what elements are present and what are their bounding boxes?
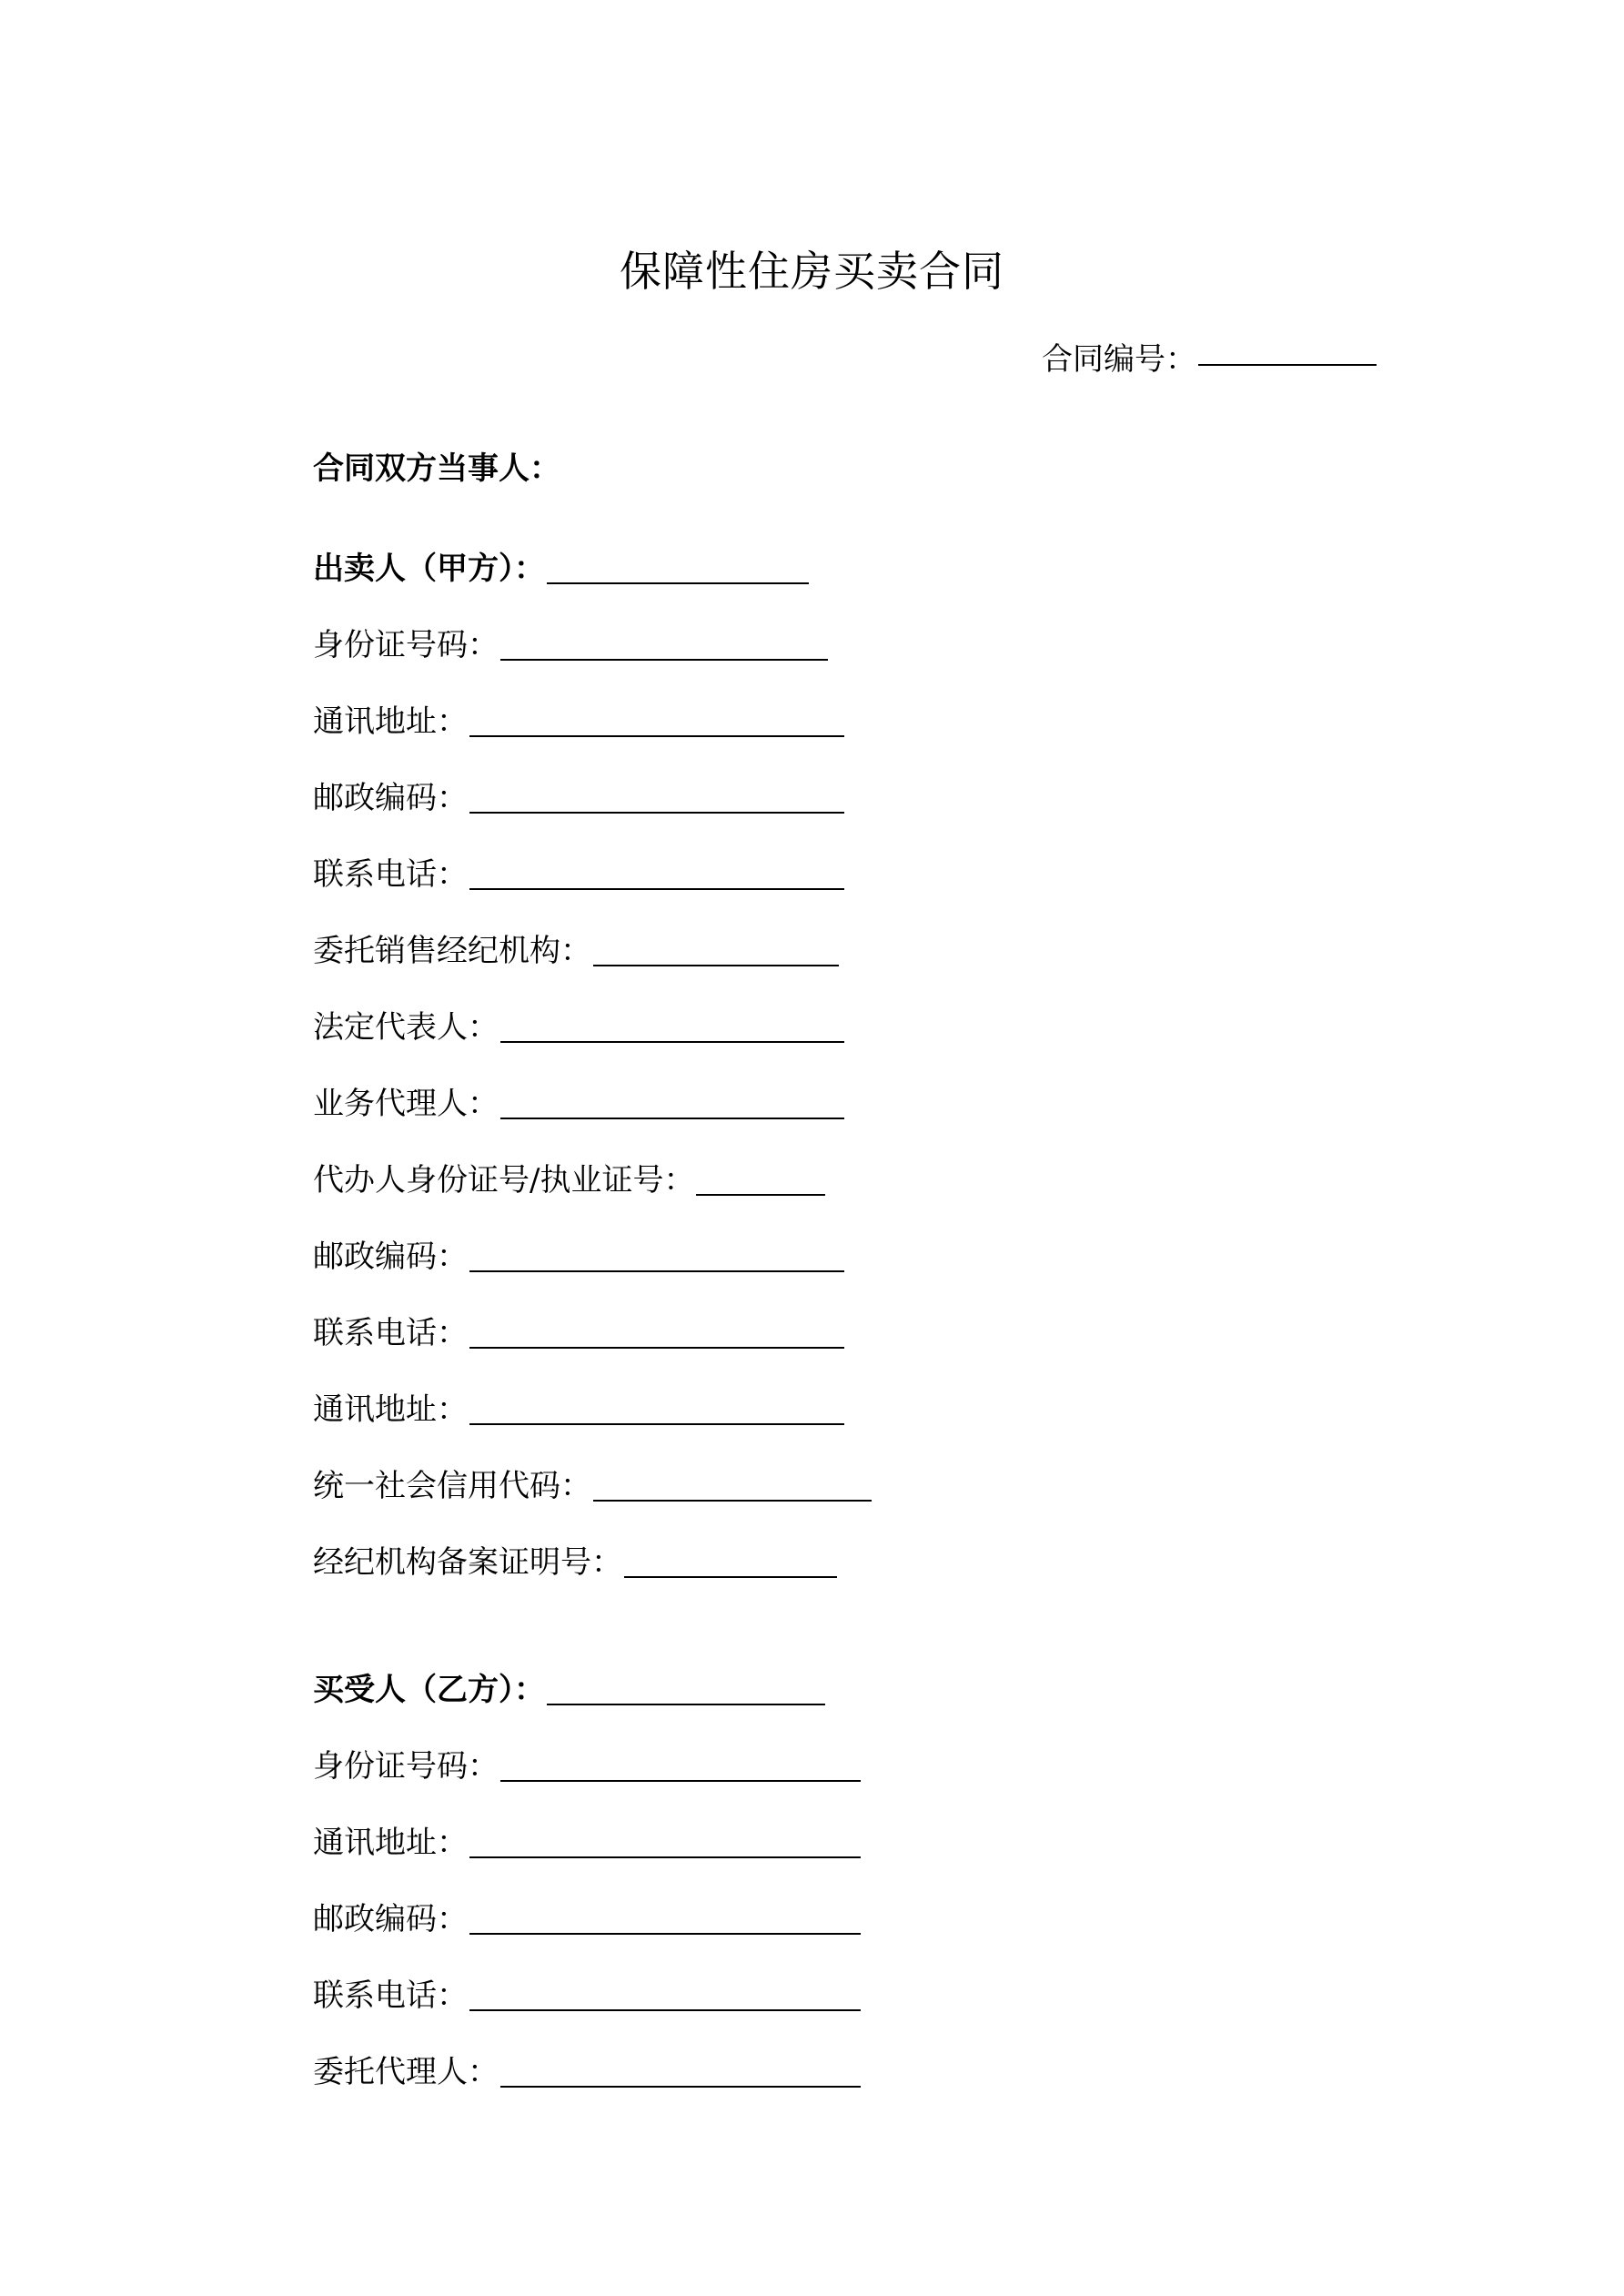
legal-representative-blank[interactable] <box>500 1041 844 1043</box>
credit-code-label: 统一社会信用代码： <box>313 1468 591 1504</box>
agency-address-label: 通讯地址： <box>313 1391 468 1428</box>
contract-number-label: 合同编号： <box>1042 341 1196 378</box>
seller-phone-field <box>313 852 844 895</box>
buyer-phone-field <box>313 1973 861 2017</box>
contract-number-blank[interactable] <box>1198 364 1377 366</box>
buyer-id-number-blank[interactable] <box>500 1780 861 1782</box>
buyer-name-label: 买受人（乙方）： <box>313 1672 545 1708</box>
credit-code-field <box>313 1463 872 1507</box>
parties-heading: 合同双方当事人： <box>313 450 560 487</box>
seller-address-blank[interactable] <box>469 735 844 737</box>
buyer-phone-blank[interactable] <box>469 2009 861 2011</box>
agency-postcode-label: 邮政编码： <box>313 1239 468 1275</box>
buyer-address-field <box>313 1820 861 1864</box>
buyer-id-number-label: 身份证号码： <box>313 1748 499 1785</box>
buyer-name-blank[interactable] <box>547 1704 825 1705</box>
agency-filing-number-blank[interactable] <box>624 1576 837 1578</box>
seller-postcode-field <box>313 775 844 819</box>
agency-name-field <box>313 928 839 972</box>
buyer-postcode-label: 邮政编码： <box>313 1901 468 1937</box>
buyer-id-number-field <box>313 1744 861 1787</box>
buyer-phone-label: 联系电话： <box>313 1977 468 2014</box>
buyer-name-field <box>313 1667 825 1711</box>
credit-code-blank[interactable] <box>593 1500 872 1502</box>
buyer-postcode-field <box>313 1896 861 1940</box>
seller-phone-label: 联系电话： <box>313 856 468 893</box>
buyer-address-blank[interactable] <box>469 1856 861 1858</box>
agent-license-field <box>313 1158 825 1201</box>
seller-name-blank[interactable] <box>547 582 809 584</box>
seller-id-number-label: 身份证号码： <box>313 627 499 663</box>
agency-postcode-field <box>313 1234 844 1278</box>
buyer-postcode-blank[interactable] <box>469 1933 861 1935</box>
agency-name-blank[interactable] <box>593 965 839 966</box>
seller-address-field <box>313 699 844 743</box>
seller-name-label: 出卖人（甲方）： <box>313 551 545 587</box>
seller-address-label: 通讯地址： <box>313 703 468 740</box>
seller-postcode-blank[interactable] <box>469 812 844 814</box>
agency-phone-field <box>313 1310 844 1354</box>
business-agent-label: 业务代理人： <box>313 1086 499 1122</box>
seller-id-number-field <box>313 622 828 666</box>
agency-postcode-blank[interactable] <box>469 1270 844 1272</box>
buyer-proxy-label: 委托代理人： <box>313 2054 499 2090</box>
agent-license-blank[interactable] <box>696 1194 825 1196</box>
business-agent-blank[interactable] <box>500 1118 844 1119</box>
agency-address-field <box>313 1387 844 1431</box>
seller-postcode-label: 邮政编码： <box>313 780 468 816</box>
agency-phone-blank[interactable] <box>469 1347 844 1349</box>
business-agent-field <box>313 1081 844 1125</box>
seller-name-field <box>313 546 809 590</box>
buyer-proxy-field <box>313 2049 861 2093</box>
buyer-address-label: 通讯地址： <box>313 1825 468 1861</box>
legal-representative-field <box>313 1005 844 1048</box>
page-title: 保障性住房买卖合同 <box>620 247 1004 296</box>
seller-phone-blank[interactable] <box>469 888 844 890</box>
agency-filing-number-label: 经纪机构备案证明号： <box>313 1544 622 1581</box>
agency-filing-number-field <box>313 1540 837 1583</box>
buyer-proxy-blank[interactable] <box>500 2086 861 2088</box>
agent-license-label: 代办人身份证号/执业证号： <box>313 1162 695 1199</box>
agency-address-blank[interactable] <box>469 1423 844 1425</box>
legal-representative-label: 法定代表人： <box>313 1009 499 1046</box>
agency-name-label: 委托销售经纪机构： <box>313 933 591 969</box>
seller-id-number-blank[interactable] <box>500 659 828 661</box>
agency-phone-label: 联系电话： <box>313 1315 468 1351</box>
contract-number-field <box>1042 339 1377 380</box>
